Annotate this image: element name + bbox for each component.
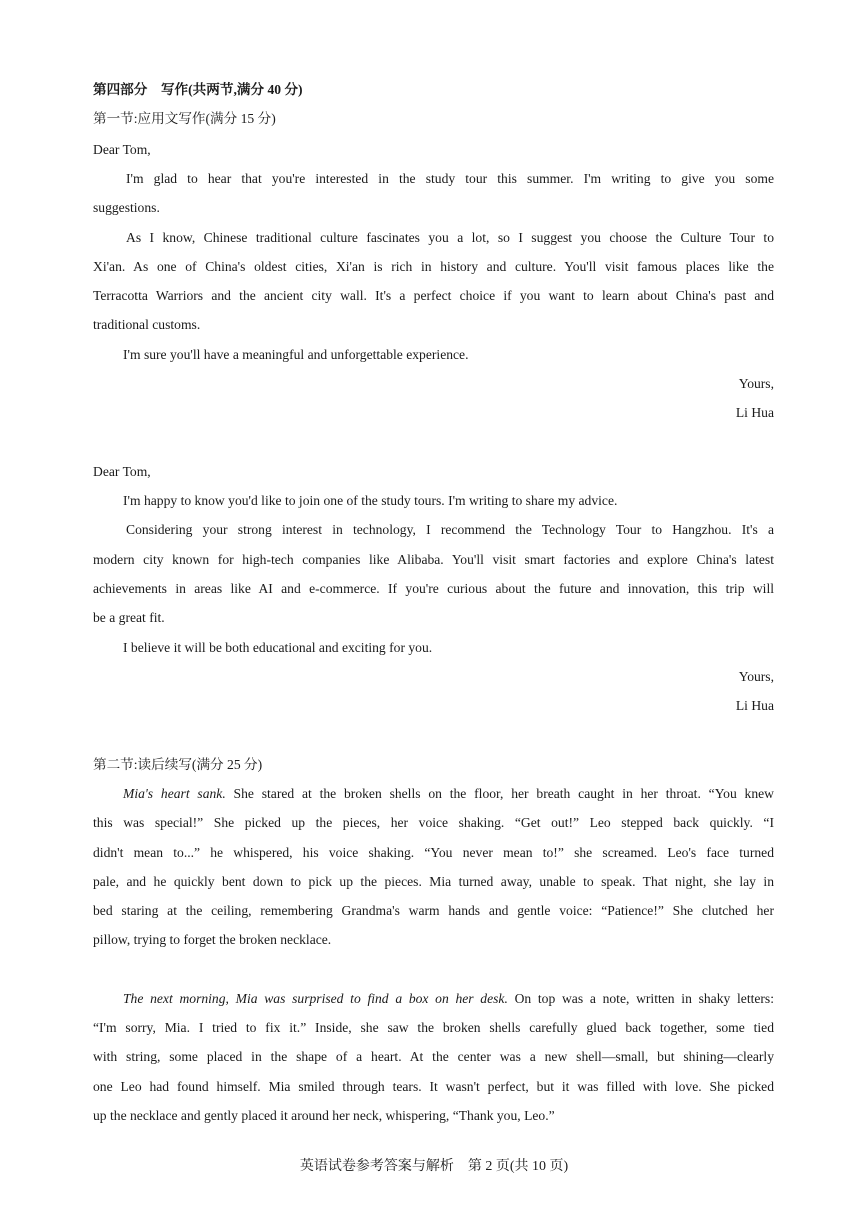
letter2-signature: Li Hua xyxy=(735,698,774,713)
letter1-p3: I'm sure you'll have a meaningful and unforgettable experience. xyxy=(123,347,469,362)
para1-line5: bed staring at the ceiling, remembering Grandma's warm hands and gentle voice: “Patience!” She clutched her xyxy=(93,903,774,918)
para2-line5: up the necklace and gently placed it around her neck, whispering, “Thank you, Leo.” xyxy=(93,1108,555,1123)
letter1-p1-line2: suggestions. xyxy=(93,200,160,215)
para2-line3: with string, some placed in the shape of a heart. At the center was a new shell—small, but shining—clearly xyxy=(93,1049,774,1064)
letter2-p2-line3: achievements in areas like AI and e-commerce. If you're curious about the future and innovation, this trip will xyxy=(93,581,774,596)
letter1-p2-line3: Terracotta Warriors and the ancient city wall. It's a perfect choice if you want to learn about China's past and xyxy=(93,288,774,303)
para1-line4: pale, and he quickly bent down to pick up the pieces. Mia turned away, unable to speak. That night, she lay in xyxy=(93,874,774,889)
letter1-p2-line2: Xi'an. As one of China's oldest cities, Xi'an is rich in history and culture. You'll visit famous places like the xyxy=(93,259,774,274)
letter1-greeting: Dear Tom, xyxy=(93,142,151,157)
letter2-p2-line1: Considering your strong interest in technology, I recommend the Technology Tour to Hangzhou. It's a xyxy=(126,522,774,537)
para1-line2: this was special!” She picked up the pieces, her voice shaking. “Get out!” Leo stepped back quickly. “I xyxy=(93,815,774,830)
para2-line1-rest: On top was a note, written in shaky letters: xyxy=(507,991,774,1006)
letter1-p2-line4: traditional customs. xyxy=(93,317,201,332)
para2-line1 xyxy=(123,989,774,1009)
section1-title: 第一节:应用文写作(满分 15 分) xyxy=(93,111,276,126)
para1-line1-rest: She stared at the broken shells on the floor, her breath caught in her throat. “You knew xyxy=(225,786,774,801)
part4-title: 第四部分 写作(共两节,满分 40 分) xyxy=(93,82,303,97)
para1-line3: didn't mean to...” he whispered, his voice shaking. “You never mean to!” she screamed. Leo's face turned xyxy=(93,845,774,860)
letter2-p2-line4: be a great fit. xyxy=(93,610,165,625)
letter2-greeting: Dear Tom, xyxy=(93,464,151,479)
para1-line6: pillow, trying to forget the broken necklace. xyxy=(93,932,332,947)
para1-lead: Mia's heart sank. xyxy=(123,786,226,801)
letter1-p1-line1: I'm glad to hear that you're interested in the study tour this summer. I'm writing to give you some xyxy=(126,171,774,186)
para2-lead: The next morning, Mia was surprised to find a box on her desk. xyxy=(123,991,508,1006)
para2-line2: “I'm sorry, Mia. I tried to fix it.” Inside, she saw the broken shells carefully glued back together, some tied xyxy=(93,1020,774,1035)
page-footer: 英语试卷参考答案与解析 第 2 页(共 10 页) xyxy=(299,1159,569,1174)
letter1-p2-line1: As I know, Chinese traditional culture fascinates you a lot, so I suggest you choose the Culture Tour to xyxy=(126,230,774,245)
letter2-closing: Yours, xyxy=(738,669,774,684)
letter1-closing: Yours, xyxy=(738,376,774,391)
letter2-p1: I'm happy to know you'd like to join one of the study tours. I'm writing to share my advice. xyxy=(123,493,618,508)
letter2-p2-line2: modern city known for high-tech companies like Alibaba. You'll visit smart factories and explore China's latest xyxy=(93,552,774,567)
letter1-signature: Li Hua xyxy=(735,405,774,420)
para2-line4: one Leo had found himself. Mia smiled through tears. It wasn't perfect, but it was filled with love. She picked xyxy=(93,1079,774,1094)
para1-line1 xyxy=(123,784,774,804)
section2-title: 第二节:读后续写(满分 25 分) xyxy=(93,757,263,772)
letter2-p3: I believe it will be both educational and exciting for you. xyxy=(123,640,433,655)
